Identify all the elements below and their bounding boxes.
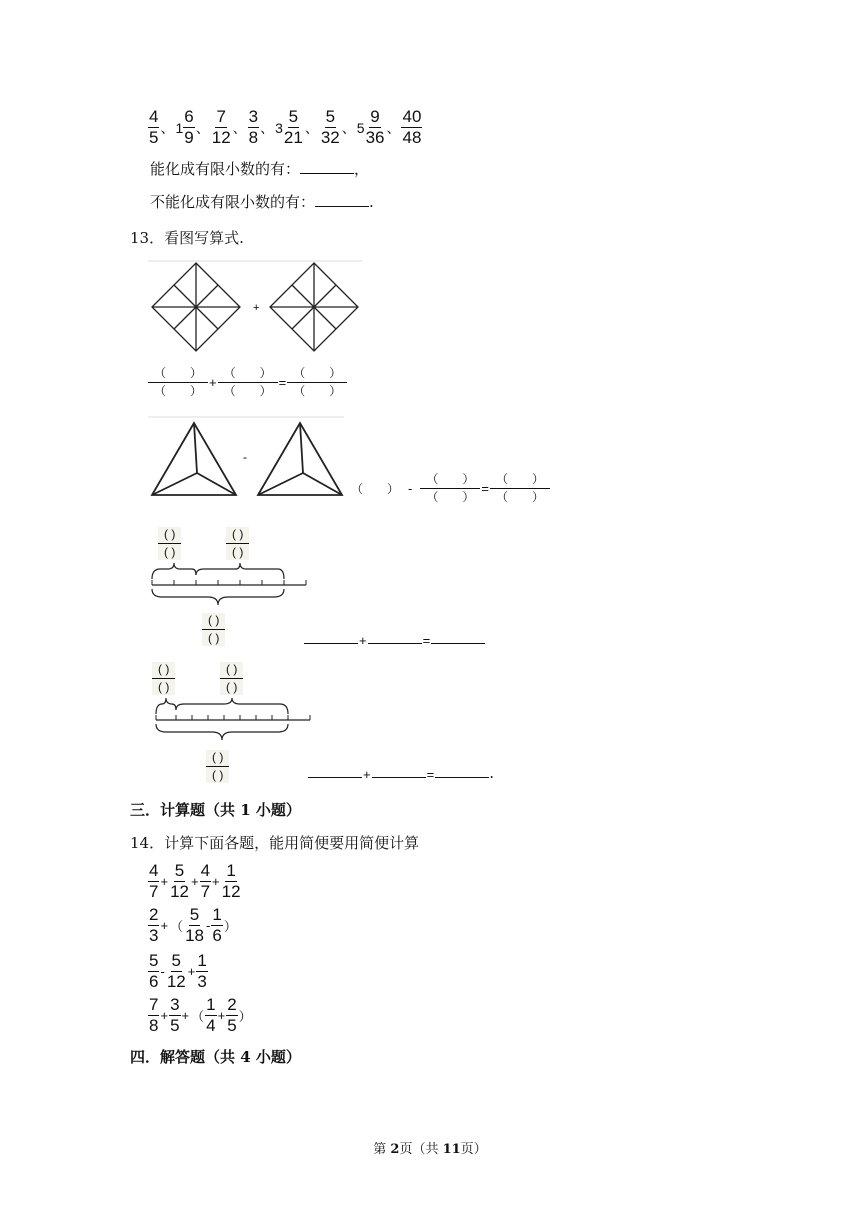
plus-sign: +	[253, 302, 260, 314]
page-footer: 第 2页（共 11页）	[373, 1142, 487, 1157]
fraction-blank[interactable]: ( ) ( )	[152, 662, 175, 695]
expression-4: $\frac{7}{8}$ + $\frac{3}{5}$ + （ $\frac{1}{4}$ + $\frac{2}{5}$ ）	[149, 995, 252, 1035]
number-line-2	[152, 698, 317, 744]
equation-number-line-1: + =	[304, 630, 485, 648]
answer-blank[interactable]	[300, 159, 354, 174]
expression-1: $\frac{4}{7}$ + $\frac{5}{12}$ + $\frac{4}{7}$ + $\frac{1}{12}$	[149, 861, 241, 901]
fraction-blank[interactable]: （ ） （ ）	[148, 366, 208, 399]
triangle-right	[258, 423, 342, 495]
answer-blank[interactable]	[308, 765, 362, 778]
answer-blank[interactable]	[431, 631, 485, 644]
fraction-blank[interactable]: ( ) ( )	[226, 527, 249, 560]
number-line-figure-1	[148, 527, 318, 647]
triangle-left	[152, 423, 236, 495]
fraction-blank[interactable]: ( ) ( )	[220, 662, 243, 695]
section-4-title: 四．解答题（共 4 小题）	[130, 1048, 301, 1066]
answer-blank[interactable]	[435, 765, 489, 778]
fraction: $\frac{4}{5}$	[149, 107, 159, 147]
fraction: $\frac{3}{8}$	[248, 107, 259, 147]
fraction: $\frac{9}{36}$	[365, 107, 385, 147]
number-line-1	[148, 563, 313, 609]
equation-diamonds: （ ） （ ） + （ ） （ ） = （ ） （ ）	[148, 366, 347, 399]
fraction: $\frac{40}{48}$	[402, 107, 422, 147]
equation-triangles: （ ） - （ ） （ ） = （ ） （ ）	[350, 472, 550, 505]
fraction-blank[interactable]: （ ） （ ）	[490, 472, 550, 505]
fraction: $\frac{5}{21}$	[283, 107, 303, 147]
number-line-figure-2	[148, 662, 318, 782]
fraction-blank[interactable]: （ ） （ ）	[218, 366, 278, 399]
answer-blank[interactable]	[372, 765, 426, 778]
fraction: $\frac{7}{12}$	[211, 107, 231, 147]
expression-3: $\frac{5}{6}$ - $\frac{5}{12}$ + $\frac{1}{3}$	[149, 951, 207, 991]
finite-decimal-line: 能化成有限小数的有： ，	[150, 160, 370, 178]
fraction-blank[interactable]: （ ） （ ）	[287, 366, 347, 399]
fraction: $\frac{5}{32}$	[320, 107, 340, 147]
minus-sign: -	[243, 450, 247, 464]
question-13-title: 13．看图写算式.	[130, 229, 244, 247]
answer-blank[interactable]	[304, 631, 358, 644]
equation-number-line-2: + = .	[308, 764, 494, 782]
fraction-blank[interactable]: ( ) ( )	[202, 613, 225, 646]
triangle-figures	[148, 415, 348, 499]
answer-blank[interactable]	[368, 631, 422, 644]
diamond-left	[152, 263, 240, 351]
section-3-title: 三．计算题（共 1 小题）	[130, 801, 301, 819]
question-14-title: 14．计算下面各题，能用简便要用简便计算	[130, 834, 420, 852]
expression-2: $\frac{2}{3}$ + （ $\frac{5}{18}$ - $\frac{1}{6}$ ）	[149, 905, 237, 945]
diamond-figures	[148, 260, 364, 354]
fraction-blank[interactable]: ( ) ( )	[206, 750, 229, 783]
diamond-right	[270, 263, 358, 351]
fraction-blank[interactable]: （ ） （ ）	[420, 472, 480, 505]
fraction-blank[interactable]: ( ) ( )	[158, 527, 181, 560]
whole-blank[interactable]: （ ）	[351, 482, 400, 496]
fraction: $\frac{6}{9}$	[184, 107, 194, 147]
fraction-list: $\frac{4}{5}$ 、 1 $\frac{6}{9}$ 、 $\frac{7}{12}$ 、 $\frac{3}{8}$ 、 3 $\frac{5}{21}$ 、 $\frac{5}{32}$ 、 5 $\frac{9}{36}$ 、 $\frac{40}{48}$	[149, 107, 422, 147]
answer-blank[interactable]	[315, 192, 369, 207]
infinite-decimal-line: 不能化成有限小数的有： .	[150, 193, 374, 211]
